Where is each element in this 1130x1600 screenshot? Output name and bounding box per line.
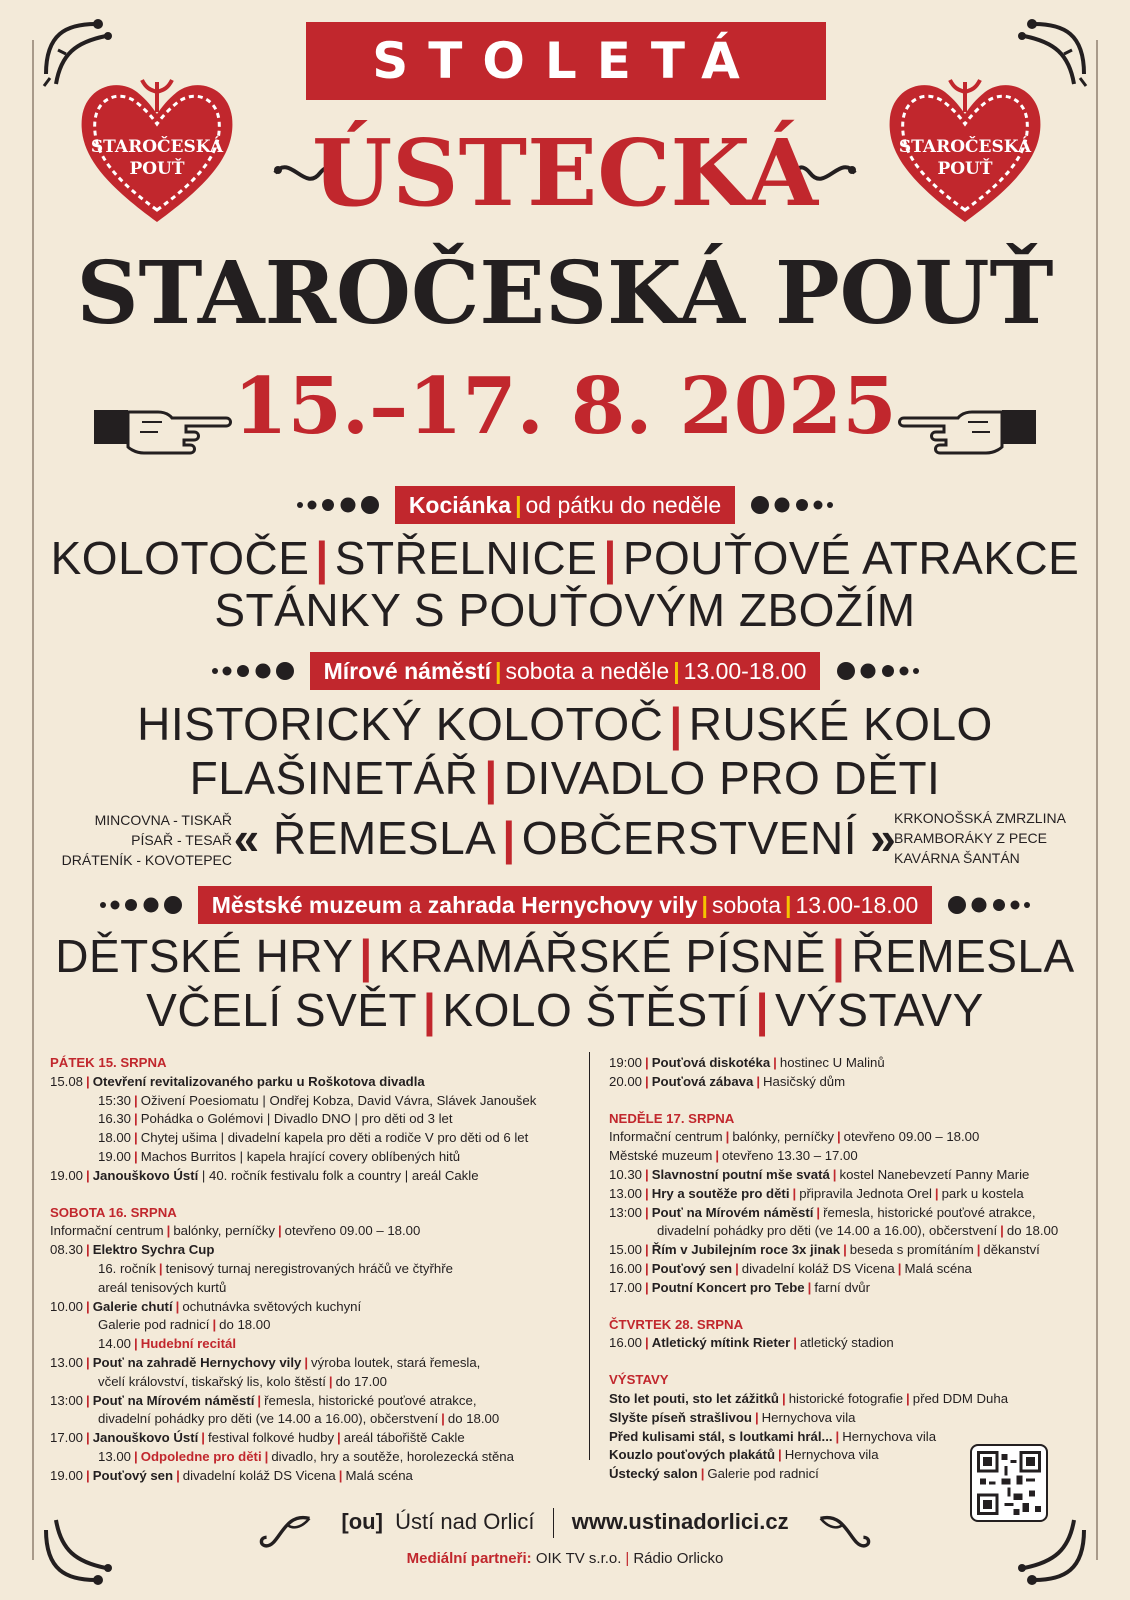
title-staroceska-pout: STAROČESKÁ POUŤ (76, 243, 1054, 344)
location-tag: Městské muzeum a zahrada Hernychovy vily | sobota | 13.00-18.00 (198, 886, 933, 924)
day-heading: NEDĚLE 17. SRPNA (609, 1110, 735, 1126)
pointing-hand-right-icon (92, 392, 232, 462)
chevron-left-icon: « (233, 812, 260, 864)
title-ustecka: ÚSTECKÁ (311, 119, 819, 227)
footer (0, 1508, 1130, 1538)
dots-ornament-icon (836, 661, 922, 681)
website-link[interactable]: www.ustinadorlici.cz (571, 1508, 789, 1534)
food-list: KRKONOŠSKÁ ZMRZLINA BRAMBORÁKY Z PECE KAVÁRNA ŠANTÁN (894, 810, 1066, 866)
dots-ornament-icon (97, 895, 183, 915)
program-left-column: PÁTEK 15. SRPNA 15.08 | Otevření revitalizovaného parku u Roškotova divadla 15:30 | Oživení Poesiomatu | Ondřej Kobza, David Vávra, Slávek Janoušek 16.30 | Pohádka o Golémovi | Divadlo DNO | pro děti od 3 let 18.00 | Chytej ušima | divadelní kapela pro děti a rodiče V pro děti od 6 let 19.00 | Machos Burritos | kapela hrající covery oblíbených hitů 19.00 | Janouškovo Ústí | 40. ročník festivalu folk a country | areál Cakle SOBOTA 16. SRPNA Informační centrum | balónky, perníčky | otevřeno 09.00 – 18.00 08.30 | Elektro Sychra Cup 16. ročník | tenisový turnaj neregistrovaných hráčů ve čtyřhře areál tenisových kurtů 10.00 | Galerie chutí | ochutnávka světových kuchyní Galerie pod radnicí | do 18.00 14.00 | Hudební recitál 13.00 | Pouť na zahradě Hernychovy vily | výroba loutek, stará řemesla, včelí království, tiskařský lis, kolo štěstí | do 17.00 13:00 | Pouť na Mírovém náměstí | řemesla, historické pouťové atrakce, divadelní pohádky pro děti (ve 14.00 a 16.00), občerstvení | do 18.00 17.00 | Janouškovo Ústí | festival folkové hudby | areál tábořiště Cakle 13.00 | Odpoledne pro děti | divadlo, hry a soutěže, horolezecká stěna 19.00 | Pouťový sen | divadelní koláž DS Vicena | Malá scéna (50, 1054, 580, 1486)
exhibitions-heading: VÝSTAVY (609, 1372, 669, 1388)
footer-divider (553, 1508, 554, 1538)
svg-text:STAROČESKÁ: STAROČESKÁ (90, 137, 224, 157)
location-tag: Mírové náměstí | sobota a neděle | 13.00-18.00 (310, 652, 821, 690)
attractions-line: HISTORICKÝ KOLOTOČ | RUSKÉ KOLO (137, 698, 993, 750)
town-logo: [ou] (341, 1508, 383, 1534)
dots-ornament-icon (750, 495, 836, 515)
day-heading: ČTVRTEK 28. SRPNA (609, 1316, 744, 1332)
town-name: Ústí nad Orlicí (395, 1508, 535, 1534)
dots-ornament-icon (947, 895, 1033, 915)
location-tag: Kociánka | od pátku do neděle (395, 486, 735, 524)
attractions-line: DĚTSKÉ HRY | KRAMÁŘSKÉ PÍSNĚ | ŘEMESLA (55, 930, 1075, 982)
dots-ornament-icon (209, 661, 295, 681)
section-muzeum-header (0, 886, 1130, 926)
day-heading: PÁTEK 15. SRPNA (50, 1055, 167, 1070)
svg-text:POUŤ: POUŤ (937, 159, 993, 179)
attractions-line: FLAŠINETÁŘ | DIVADLO PRO DĚTI (189, 752, 941, 804)
attractions-line: KOLOTOČE | STŘELNICE | POUŤOVÉ ATRAKCE (50, 532, 1080, 584)
program-right-column: 19:00 | Pouťová diskotéka | hostinec U Malinů 20.00 | Pouťová zábava | Hasičský dům NEDĚLE 17. SRPNA Informační centrum | balónky, perníčky | otevřeno 09.00 – 18.00 Městské muzeum | otevřeno 13.30 – 17.00 10.30 | Slavnostní poutní mše svatá | kostel Nanebevzetí Panny Marie 13.00 | Hry a soutěže pro děti | připravila Jednota Orel | park u kostela 13:00 | Pouť na Mírovém náměstí | řemesla, historické pouťové atrakce, divadelní pohádky pro děti (ve 14.00 a 16.00), občerstvení | do 18.00 15.00 | Řím v Jubilejním roce 3x jinak | beseda s promítáním | děkanství 16.00 | Pouťový sen | divadelní koláž DS Vicena | Malá scéna 17.00 | Poutní Koncert pro Tebe | farní dvůr ČTVRTEK 28. SRPNA 16.00 | Atletický mítink Rieter | atletický stadion VÝSTAVY Sto let pouti, sto let zážitků | historické fotografie | před DDM Duha Slyšte píseň strašlivou | Hernychova vila Před kulisami stál, s loutkami hrál... | Hernychova vila Kouzlo pouťových plakátů | Hernychova vila Ústecký salon | Galerie pod radnicí (609, 1054, 1089, 1484)
chevron-right-icon: » (870, 812, 897, 864)
section-mirove-namesti-header (0, 652, 1130, 692)
column-divider (589, 1052, 590, 1460)
day-heading: SOBOTA 16. SRPNA (50, 1204, 177, 1220)
attractions-line: « ŘEMESLA | OBČERSTVENÍ » (233, 812, 897, 864)
event-date: 15.–17. 8. 2025 (233, 361, 897, 452)
section-kocianka-header (0, 486, 1130, 526)
dots-ornament-icon (294, 495, 380, 515)
pointing-hand-left-icon (898, 392, 1038, 462)
attractions-line: VČELÍ SVĚT | KOLO ŠTĚSTÍ | VÝSTAVY (146, 984, 984, 1036)
attractions-line: STÁNKY S POUŤOVÝM ZBOŽÍM (214, 584, 916, 636)
media-partners: Mediální partneři: OIK TV s.r.o. | Rádio Orlicko (406, 1550, 724, 1567)
banner-stoleta: STOLETÁ (306, 22, 826, 100)
svg-text:STAROČESKÁ: STAROČESKÁ (898, 137, 1032, 157)
svg-text:POUŤ: POUŤ (129, 159, 185, 179)
crafts-list: MINCOVNA - TISKAŘ PÍSAŘ - TESAŘ DRÁTENÍK - KOVOTEPEC (61, 812, 232, 868)
